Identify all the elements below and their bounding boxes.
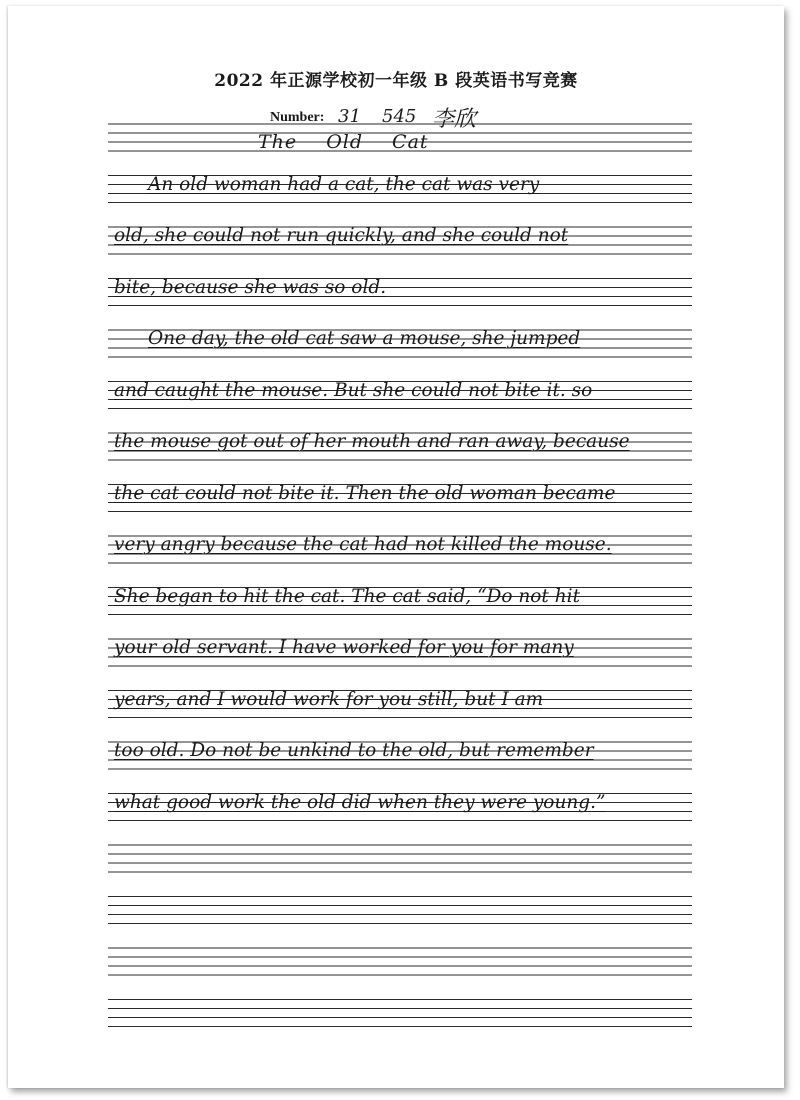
essay-line: the cat could not bite it. Then the old woman became bbox=[114, 482, 616, 504]
essay-title: The Old Cat bbox=[258, 131, 429, 153]
essay-line: and caught the mouse. But she could not bite it. so bbox=[114, 379, 593, 401]
answer-sheet bbox=[8, 6, 784, 1088]
number-value: 31 bbox=[338, 106, 361, 127]
essay-line: very angry because the cat had not killed the mouse. bbox=[114, 534, 612, 555]
essay-line: She began to hit the cat. The cat said, “Do not hit bbox=[114, 585, 581, 607]
essay-line: bite, because she was so old. bbox=[114, 276, 387, 298]
essay-line: old, she could not run quickly, and she could not bbox=[114, 225, 569, 246]
essay-line: One day, the old cat saw a mouse, she jumped bbox=[148, 328, 581, 349]
competition-title: 2022 年正源学校初一年级 B 段英语书写竞赛 bbox=[214, 71, 578, 91]
essay-line: your old servant. I have worked for you for many bbox=[114, 637, 574, 658]
essay-line: An old woman had a cat, the cat was very bbox=[148, 173, 540, 195]
essay-line: the mouse got out of her mouth and ran away, because bbox=[114, 431, 630, 452]
essay-line: what good work the old did when they were young.” bbox=[114, 791, 606, 813]
essay-line: too old. Do not be unkind to the old, but remember bbox=[114, 740, 594, 761]
student-id-code: 545 bbox=[382, 106, 417, 127]
essay-line: years, and I would work for you still, but I am bbox=[114, 688, 544, 710]
student-name: 李欣 bbox=[432, 107, 477, 132]
number-label: Number: bbox=[270, 110, 325, 125]
